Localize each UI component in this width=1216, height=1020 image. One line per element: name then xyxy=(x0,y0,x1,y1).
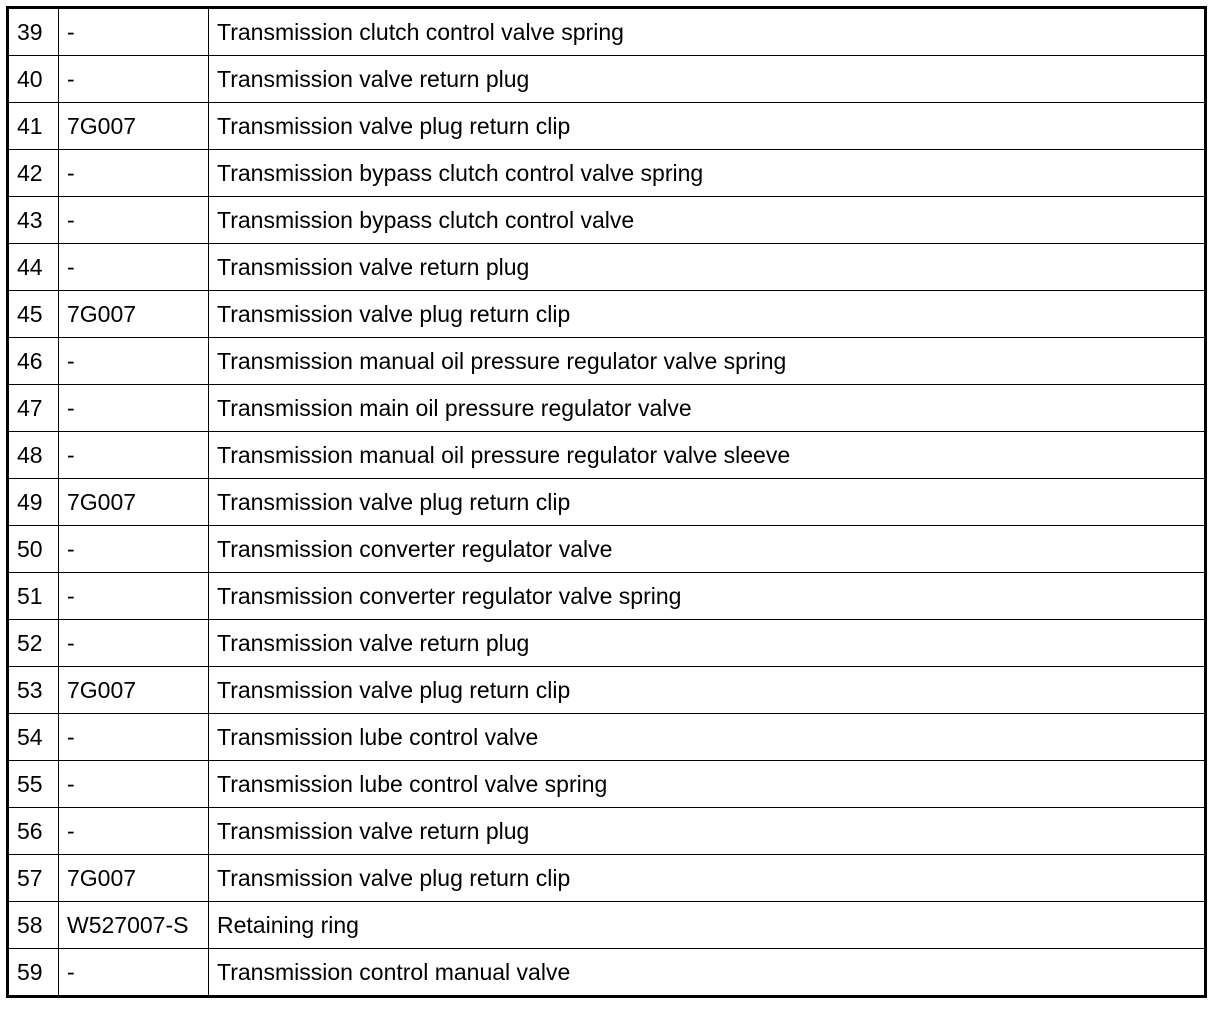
item-number: 56 xyxy=(8,808,59,855)
table-row xyxy=(8,620,1206,667)
part-description: Transmission valve return plug xyxy=(209,808,1206,855)
table-row xyxy=(8,761,1206,808)
part-description: Transmission valve plug return clip xyxy=(209,479,1206,526)
table-row xyxy=(8,197,1206,244)
item-number: 43 xyxy=(8,197,59,244)
item-number: 50 xyxy=(8,526,59,573)
part-number: - xyxy=(59,338,209,385)
table-row xyxy=(8,808,1206,855)
table-row xyxy=(8,8,1206,56)
part-description: Transmission valve plug return clip xyxy=(209,103,1206,150)
table-row xyxy=(8,855,1206,902)
table-row xyxy=(8,667,1206,714)
table-row xyxy=(8,291,1206,338)
part-description: Transmission valve return plug xyxy=(209,620,1206,667)
part-description: Transmission main oil pressure regulator valve xyxy=(209,385,1206,432)
part-description: Transmission valve plug return clip xyxy=(209,855,1206,902)
part-number: - xyxy=(59,949,209,997)
item-number: 53 xyxy=(8,667,59,714)
table-row xyxy=(8,338,1206,385)
part-description: Transmission converter regulator valve spring xyxy=(209,573,1206,620)
table-row xyxy=(8,526,1206,573)
item-number: 45 xyxy=(8,291,59,338)
part-number: 7G007 xyxy=(59,479,209,526)
part-number: - xyxy=(59,573,209,620)
part-number: - xyxy=(59,150,209,197)
item-number: 40 xyxy=(8,56,59,103)
item-number: 39 xyxy=(8,8,59,56)
part-number: - xyxy=(59,620,209,667)
table-row xyxy=(8,244,1206,291)
part-number: - xyxy=(59,432,209,479)
part-number: - xyxy=(59,714,209,761)
table-row xyxy=(8,56,1206,103)
part-number: - xyxy=(59,197,209,244)
item-number: 48 xyxy=(8,432,59,479)
item-number: 44 xyxy=(8,244,59,291)
item-number: 57 xyxy=(8,855,59,902)
table-row xyxy=(8,432,1206,479)
part-description: Transmission manual oil pressure regulator valve sleeve xyxy=(209,432,1206,479)
item-number: 58 xyxy=(8,902,59,949)
part-description: Transmission valve plug return clip xyxy=(209,667,1206,714)
part-number: 7G007 xyxy=(59,667,209,714)
table-row xyxy=(8,479,1206,526)
part-number: - xyxy=(59,385,209,432)
part-number: W527007-S xyxy=(59,902,209,949)
part-description: Transmission valve plug return clip xyxy=(209,291,1206,338)
table-row xyxy=(8,573,1206,620)
part-description: Transmission manual oil pressure regulator valve spring xyxy=(209,338,1206,385)
table-row xyxy=(8,949,1206,997)
part-number: 7G007 xyxy=(59,291,209,338)
part-description: Transmission lube control valve spring xyxy=(209,761,1206,808)
part-description: Transmission valve return plug xyxy=(209,244,1206,291)
table-row xyxy=(8,902,1206,949)
part-description: Transmission bypass clutch control valve xyxy=(209,197,1206,244)
part-description: Transmission valve return plug xyxy=(209,56,1206,103)
part-number: - xyxy=(59,56,209,103)
item-number: 47 xyxy=(8,385,59,432)
part-number: - xyxy=(59,8,209,56)
item-number: 42 xyxy=(8,150,59,197)
table-row xyxy=(8,385,1206,432)
item-number: 49 xyxy=(8,479,59,526)
part-number: - xyxy=(59,526,209,573)
part-number: - xyxy=(59,761,209,808)
item-number: 41 xyxy=(8,103,59,150)
part-description: Retaining ring xyxy=(209,902,1206,949)
item-number: 52 xyxy=(8,620,59,667)
part-number: 7G007 xyxy=(59,855,209,902)
item-number: 51 xyxy=(8,573,59,620)
item-number: 54 xyxy=(8,714,59,761)
table-row xyxy=(8,714,1206,761)
part-description: Transmission control manual valve xyxy=(209,949,1206,997)
table-row xyxy=(8,150,1206,197)
part-description: Transmission clutch control valve spring xyxy=(209,8,1206,56)
part-description: Transmission converter regulator valve xyxy=(209,526,1206,573)
part-number: 7G007 xyxy=(59,103,209,150)
part-description: Transmission lube control valve xyxy=(209,714,1206,761)
item-number: 59 xyxy=(8,949,59,997)
part-description: Transmission bypass clutch control valve spring xyxy=(209,150,1206,197)
item-number: 55 xyxy=(8,761,59,808)
part-number: - xyxy=(59,244,209,291)
part-number: - xyxy=(59,808,209,855)
table-row xyxy=(8,103,1206,150)
parts-table xyxy=(6,6,1207,998)
item-number: 46 xyxy=(8,338,59,385)
